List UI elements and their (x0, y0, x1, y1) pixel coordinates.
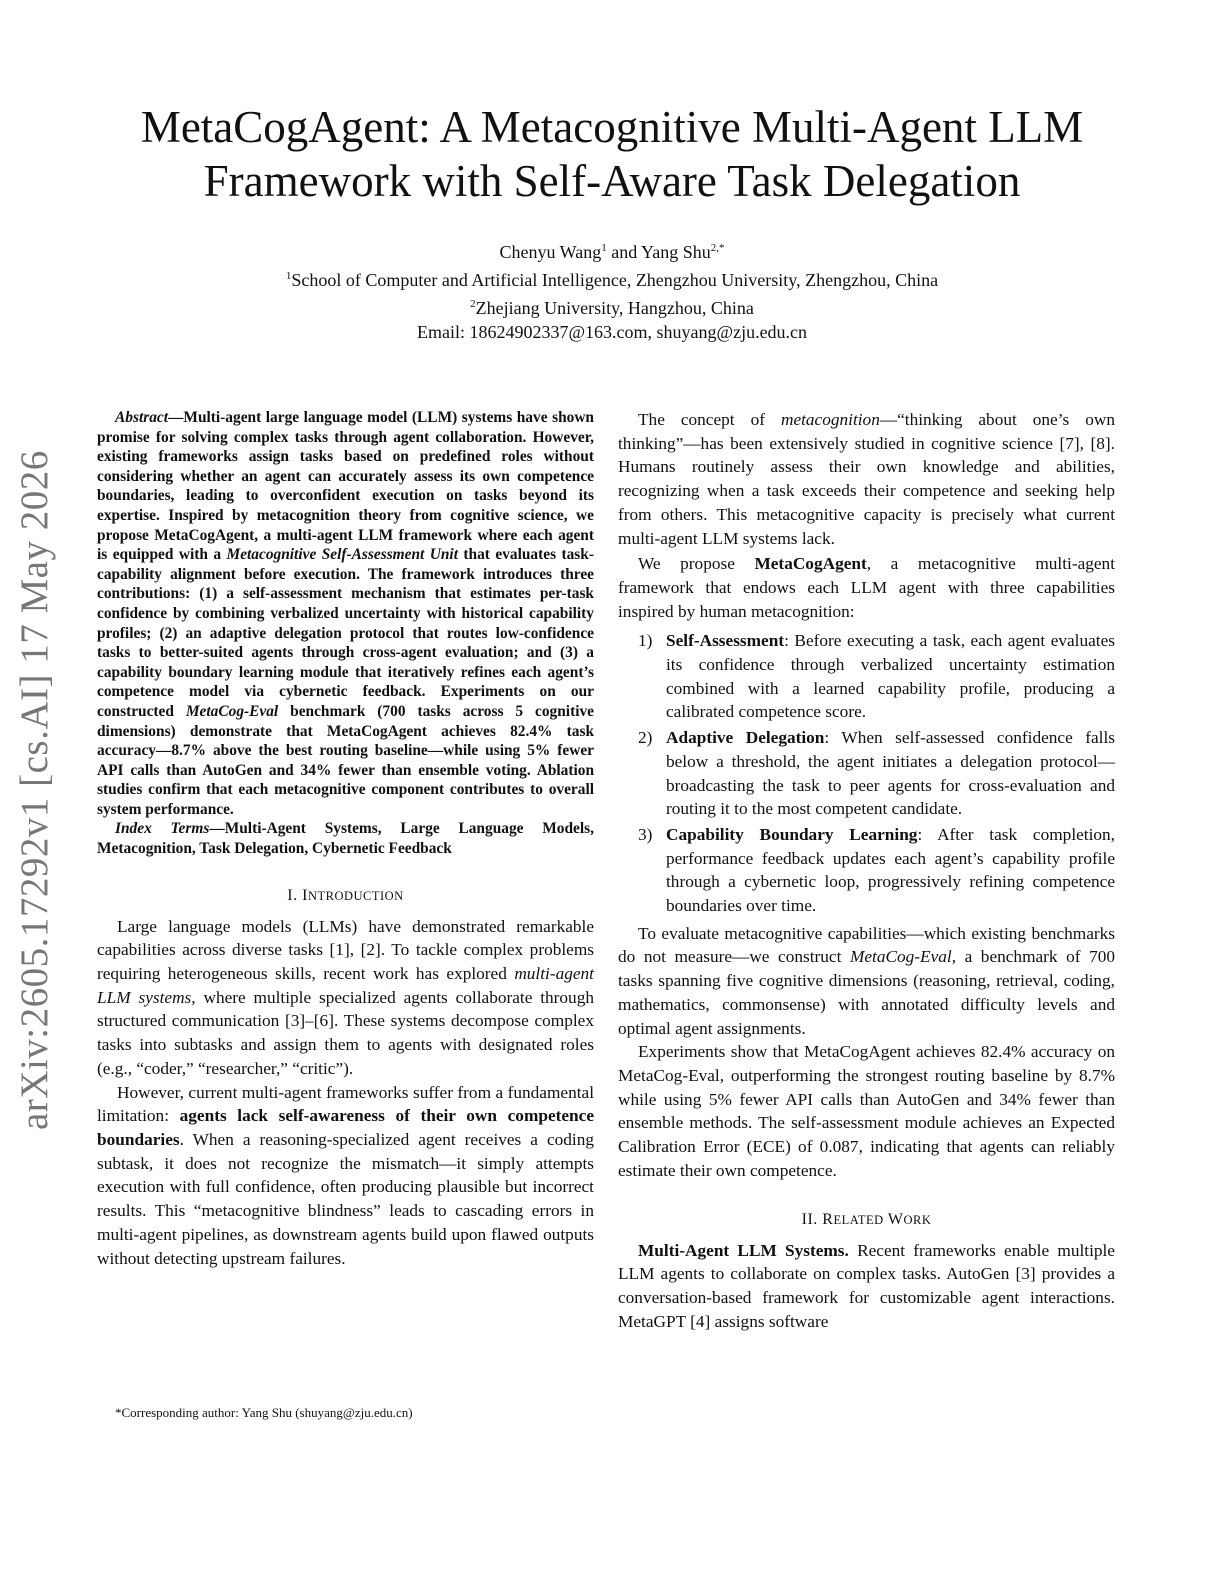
left-column (97, 408, 594, 1270)
text-run: To evaluate metacognitive capabilities—which existing benchmarks do not measure—we construct (618, 923, 1115, 967)
related-paragraph-1 (618, 1239, 1115, 1334)
section-number: II. (801, 1210, 818, 1228)
text-run: , where multiple specialized agents collaborate through structured communication [3]–[6]. These systems decompose complex tasks into subtasks and assign them to agents with designated roles (e.g., “coder,” “researcher,” “critic”). (97, 987, 594, 1078)
list-item-title: Self-Assessment (666, 631, 785, 651)
title-line-2: Framework with Self-Aware Task Delegation (203, 156, 1021, 206)
footnote: *Corresponding author: Yang Shu (shuyang@zju.edu.cn) (115, 1405, 413, 1420)
italic-term: multi-agent LLM systems (97, 964, 594, 1007)
abstract-text-1: —Multi-agent large language model (LLM) systems have shown promise for solving complex tasks through agent collaboration. However, existing frameworks assign tasks based on predefined roles without considering whether an agent can accurately assess its own competence boundaries, leading to overconfident execution on tasks beyond its expertise. Inspired by metacognition theory from cognitive science, we propose MetaCogAgent, a multi-agent LLM framework where each agent is equipped with a (97, 409, 594, 564)
paper-title (70, 100, 1154, 208)
section-title-initial: R (822, 1210, 834, 1228)
intro-paragraph-2 (97, 1081, 594, 1271)
list-number: 2) (638, 728, 653, 748)
bold-phrase: MetaCogAgent (754, 554, 867, 574)
section-title-initial: I (302, 886, 308, 904)
author-block (70, 236, 1154, 344)
intro-paragraph-3 (618, 408, 1115, 550)
section-title-rest: NTRODUCTION (307, 888, 404, 903)
author-2: Yang Shu (641, 242, 711, 262)
affiliation-2-mark: 2 (470, 298, 476, 310)
text-run: We propose (638, 554, 755, 574)
text-run: However, current multi-agent frameworks suffer from a fundamental limitation: (97, 1082, 594, 1126)
index-terms (97, 819, 594, 858)
section-title-rest: ORK (903, 1212, 932, 1227)
text-run: The concept of (638, 410, 781, 429)
paragraph-heading: Multi-Agent LLM Systems. (638, 1240, 849, 1260)
list-item-text: : Before executing a task, each agent evaluates its confidence through verbalized uncertainty estimation combined with a learned capability profile, producing a calibrated competence score. (666, 631, 1115, 722)
list-item-text: : When self-assessed confidence falls below a threshold, the agent initiates a delegation protocol—broadcasting the task to peer agents for cross-evaluation and routing it to the most competent candidate. (666, 728, 1115, 819)
text-run: Recent frameworks enable multiple LLM agents to collaborate on complex tasks. AutoGen [3] provides a conversation-based framework for customizable agent interactions. MetaGPT [4] assigns software (618, 1240, 1115, 1331)
list-item (618, 726, 1115, 821)
author-1-affiliation-mark: 1 (601, 242, 607, 254)
affiliation-2 (70, 292, 1154, 320)
contribution-list (618, 629, 1115, 917)
index-terms-label: Index Terms (115, 820, 210, 838)
author-email: Email: 18624902337@163.com, shuyang@zju.edu.cn (416, 322, 808, 342)
italic-term: MetaCog-Eval (849, 947, 952, 967)
section-title-rest: ELATED (833, 1212, 884, 1227)
italic-term: metacognition (780, 410, 880, 429)
intro-paragraph-6: Experiments show that MetaCogAgent achieves 82.4% accuracy on MetaCog-Eval, outperforming the strongest routing baseline by 8.7% while using 5% fewer API calls than AutoGen and 34% fewer than ensemble methods. The self-assessment module achieves an Expected Calibration Error (ECE) of 0.087, indicating that agents can reliably estimate their own competence. (618, 1042, 1115, 1180)
section-heading-introduction (97, 887, 594, 905)
section-heading-related-work (618, 1211, 1115, 1229)
abstract-italic-1: Metacognitive Self-Assessment Unit (226, 546, 458, 564)
abstract-label: Abstract (115, 409, 169, 426)
index-terms-text: —Multi-Agent Systems, Large Language Models, Metacognition, Task Delegation, Cybernetic Feedback (97, 820, 594, 858)
abstract-text-2: that evaluates task-capability alignment before execution. The framework introduces three contributions: (1) a self-assessment mechanism that estimates per-task confidence by combining verbalized uncertainty with historical capability profiles; (2) an adaptive delegation protocol that routes low-confidence tasks to better-suited agents through cross-agent evaluation; and (3) a capability boundary learning module that iteratively refines each agent’s competence model via cybernetic feedback. Experiments on our constructed (97, 546, 594, 720)
list-item-title: Adaptive Delegation (666, 728, 825, 748)
section-number: I. (287, 886, 298, 904)
list-item-text: : After task completion, performance feedback updates each agent’s capability profile through a cybernetic loop, progressively refining competence boundaries over time. (666, 824, 1115, 916)
list-number: 3) (638, 824, 653, 844)
text-run: . When a reasoning-specialized agent receives a coding subtask, it does not recognize the mismatch—it simply attempts execution with full confidence, often producing plausible but incorrect results. This “metacognitive blindness” leads to cascading errors in multi-agent pipelines, as downstream agents build upon flawed outputs without detecting upstream failures. (97, 1129, 594, 1268)
abstract-italic-2: MetaCog-Eval (185, 702, 279, 720)
affiliation-1-mark: 1 (285, 270, 292, 282)
author-names (70, 236, 1154, 264)
intro-paragraph-5 (618, 922, 1115, 1041)
list-item (618, 823, 1115, 918)
title-line-1: MetaCogAgent: A Metacognitive Multi-Agent LLM (140, 102, 1084, 152)
text-run: —“thinking about one’s own thinking”—has been extensively studied in cognitive science [7], [8]. Humans routinely assess their own knowledge and abilities, recognizing when a task exceeds their competence and seeking help from others. This metacognitive capacity is precisely what current multi-agent LLM systems lack. (618, 410, 1115, 548)
intro-paragraph-1 (97, 915, 594, 1081)
abstract-text-3: benchmark (700 tasks across 5 cognitive dimensions) demonstrate that MetaCogAgent achieves 82.4% task accuracy—8.7% above the best routing baseline—while using 5% fewer API calls than AutoGen and 34% fewer than ensemble voting. Ablation studies confirm that each metacognitive component contributes to overall system performance. (97, 702, 594, 818)
text-run: Large language models (LLMs) have demonstrated remarkable capabilities across diverse tasks [1], [2]. To tackle complex problems requiring heterogeneous skills, recent work has explored (97, 916, 594, 984)
author-conjunction: and (611, 242, 638, 262)
text-run: , a metacognitive multi-agent framework that endows each LLM agent with three capabilities inspired by human metacognition: (618, 554, 1115, 621)
affiliation-1 (70, 264, 1154, 292)
text-run: , a benchmark of 700 tasks spanning five cognitive dimensions (reasoning, retrieval, coding, mathematics, commonsense) with annotated difficulty levels and optimal agent assignments. (618, 947, 1116, 1038)
author-2-affiliation-mark: 2,* (710, 242, 725, 254)
bold-phrase: agents lack self-awareness of their own competence boundaries (97, 1106, 594, 1149)
author-1: Chenyu Wang (499, 242, 602, 262)
affiliation-2-text: Zhejiang University, Hangzhou, China (475, 298, 754, 318)
list-item-title: Capability Boundary Learning (666, 824, 918, 844)
section-title-initial: W (887, 1210, 904, 1228)
list-item (618, 629, 1115, 724)
right-column (618, 408, 1115, 1333)
abstract (97, 408, 594, 819)
intro-paragraph-4 (618, 552, 1115, 623)
list-number: 1) (638, 631, 653, 651)
arxiv-identifier: arXiv:2605.17292v1 [cs.AI] 17 May 2026 (13, 450, 56, 1130)
affiliation-1-text: School of Computer and Artificial Intelligence, Zhengzhou University, Zhengzhou, China (291, 270, 939, 290)
